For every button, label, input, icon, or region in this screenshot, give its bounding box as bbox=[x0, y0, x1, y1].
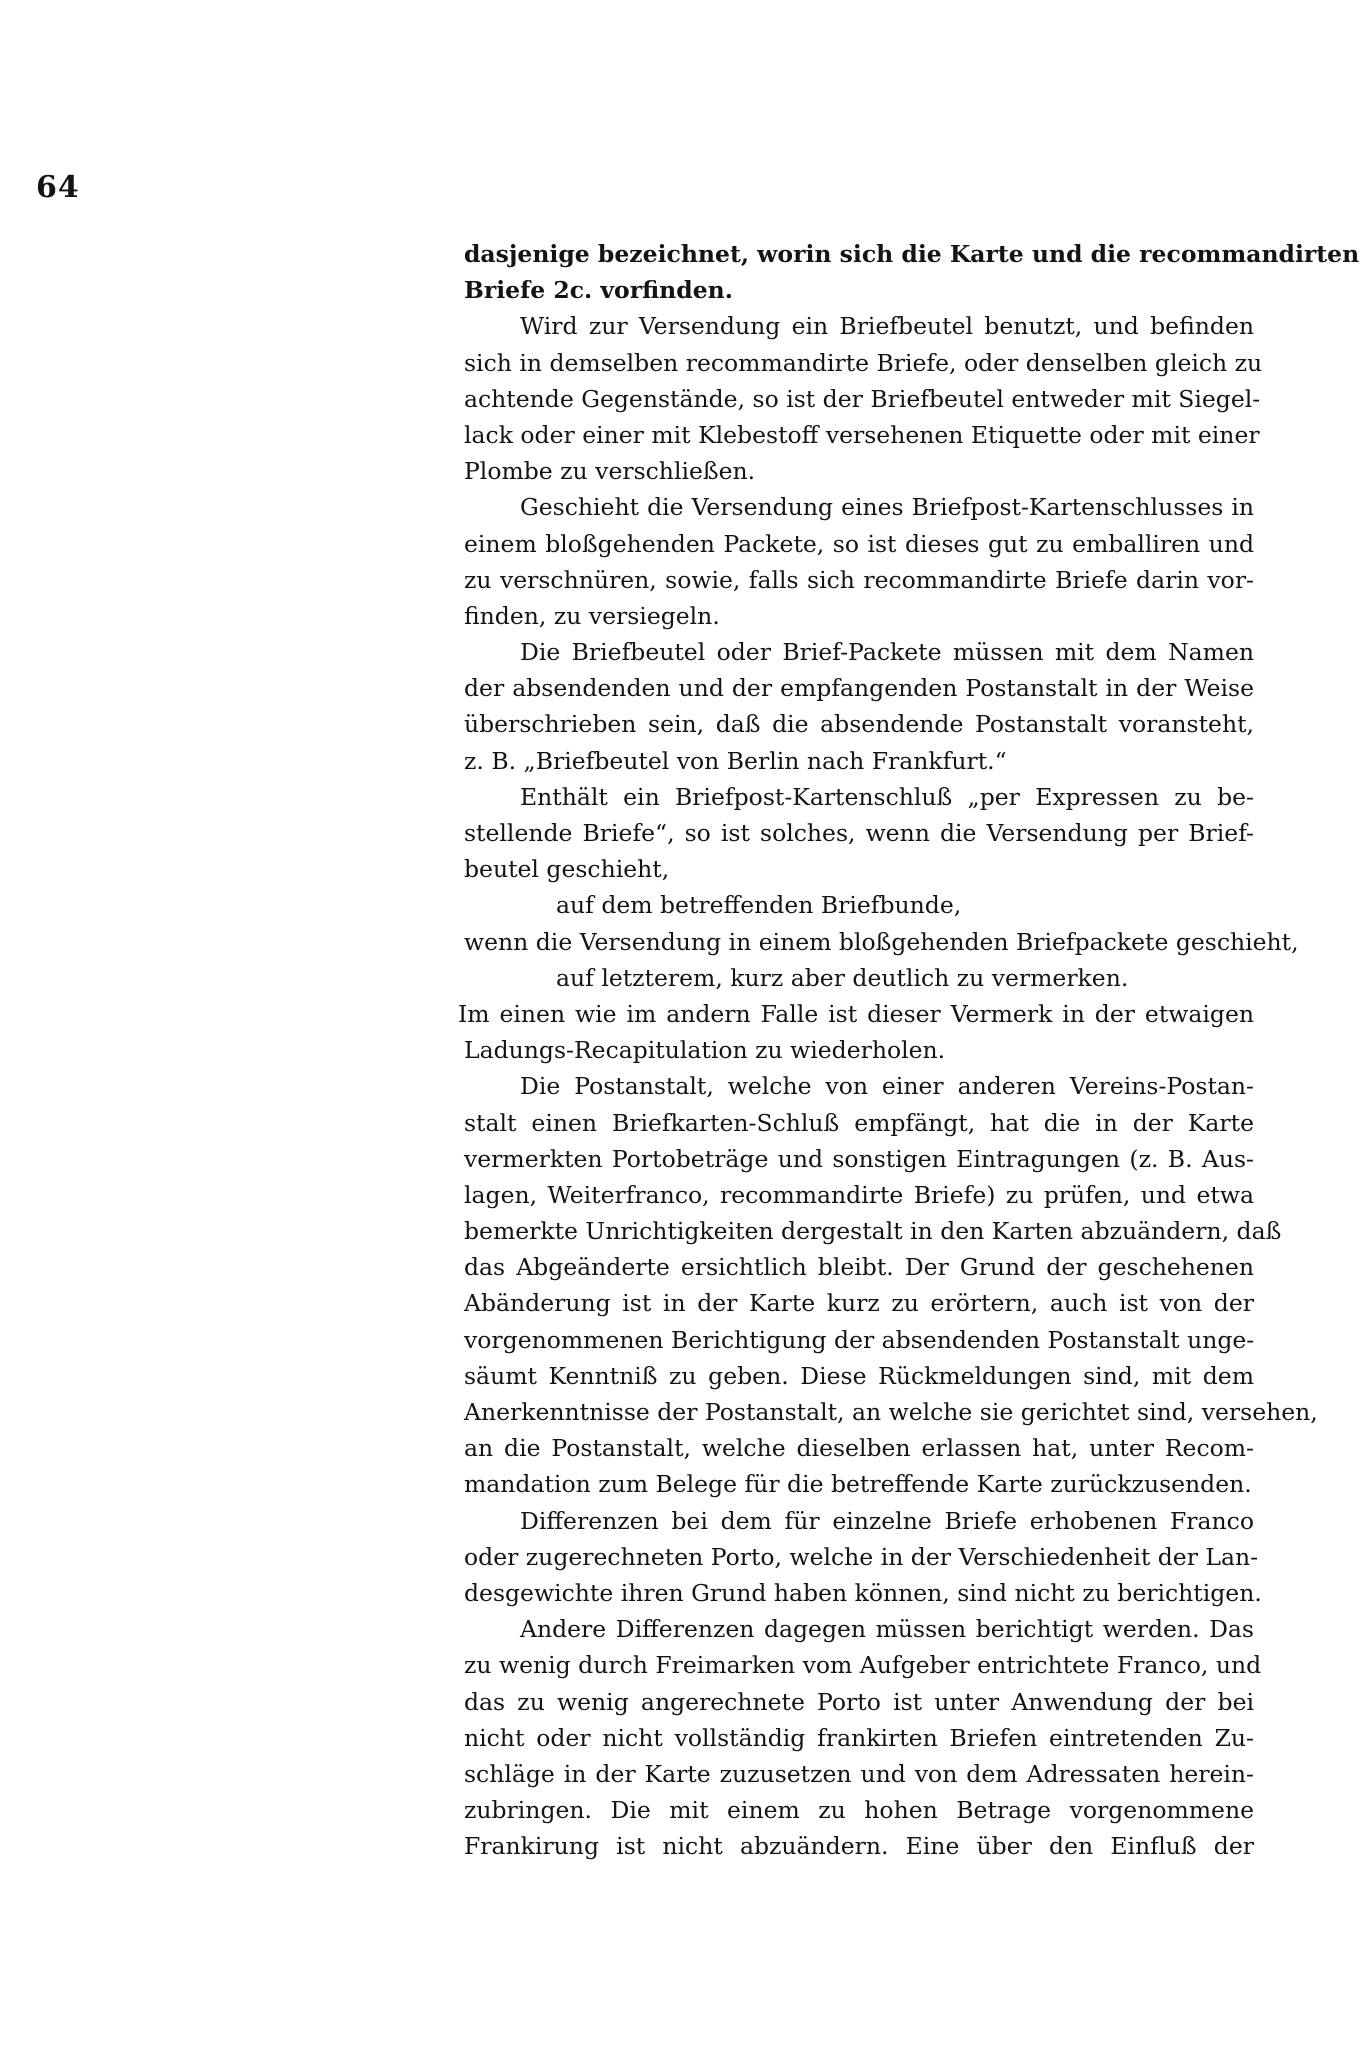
text-line: sich in demselben recommandirte Briefe, oder denselben gleich zu bbox=[464, 348, 1263, 377]
text-line: bemerkte Unrichtigkeiten dergestalt in den Karten abzuändern, daß bbox=[464, 1217, 1282, 1246]
text-line: wenn die Versendung in einem bloßgehenden Briefpackete geschieht, bbox=[464, 927, 1299, 956]
text-line: dasjenige bezeichnet, worin sich die Karte und die recommandirten bbox=[464, 240, 1360, 268]
text-line: Differenzen bei dem für einzelne Briefe erhobenen Franco bbox=[520, 1506, 1254, 1535]
text-line: Andere Differenzen dagegen müssen berichtigt werden. Das bbox=[520, 1615, 1254, 1644]
text-line: zu verschnüren, sowie, falls sich recommandirte Briefe darin vor- bbox=[464, 565, 1254, 594]
text-line: Enthält ein Briefpost-Kartenschluß „per Expressen zu be- bbox=[520, 782, 1254, 811]
text-line: vorgenommenen Berichtigung der absendenden Postanstalt unge- bbox=[464, 1325, 1255, 1354]
text-line: Die Briefbeutel oder Brief-Packete müssen mit dem Namen bbox=[520, 638, 1254, 667]
text-line: auf dem betreffenden Briefbunde, bbox=[556, 891, 962, 920]
text-line: überschrieben sein, daß die absendende Postanstalt voransteht, bbox=[464, 710, 1254, 739]
text-line: säumt Kenntniß zu geben. Diese Rückmeldungen sind, mit dem bbox=[464, 1361, 1254, 1390]
text-line: lack oder einer mit Klebestoff versehenen Etiquette oder mit einer bbox=[464, 420, 1260, 449]
text-line: Geschieht die Versendung eines Briefpost-Kartenschlusses in bbox=[520, 493, 1254, 522]
text-line: Plombe zu verschließen. bbox=[464, 457, 756, 486]
text-line: achtende Gegenstände, so ist der Briefbeutel entweder mit Siegel- bbox=[464, 384, 1261, 413]
text-line: Anerkenntnisse der Postanstalt, an welche sie gerichtet sind, versehen, bbox=[464, 1398, 1318, 1426]
text-line: Briefe 2c. vorfinden. bbox=[464, 276, 733, 305]
text-line: das zu wenig angerechnete Porto ist unter Anwendung der bei bbox=[464, 1687, 1254, 1716]
text-line: beutel geschieht, bbox=[464, 855, 670, 884]
text-line: stellende Briefe“, so ist solches, wenn die Versendung per Brief- bbox=[464, 819, 1254, 847]
text-line: lagen, Weiterfranco, recommandirte Briefe) zu prüfen, und etwa bbox=[464, 1180, 1254, 1209]
body-text bbox=[458, 236, 1360, 1864]
text-line: Ladungs-Recapitulation zu wiederholen. bbox=[464, 1036, 946, 1065]
text-line: auf letzterem, kurz aber deutlich zu vermerken. bbox=[556, 963, 1129, 992]
text-line: der absendenden und der empfangenden Postanstalt in der Weise bbox=[464, 674, 1254, 703]
text-line: desgewichte ihren Grund haben können, sind nicht zu berichtigen. bbox=[464, 1578, 1262, 1607]
text-line: nicht oder nicht vollständig frankirten Briefen eintretenden Zu- bbox=[464, 1723, 1254, 1752]
text-line: einem bloßgehenden Packete, so ist dieses gut zu emballiren und bbox=[464, 529, 1254, 558]
text-line: zu wenig durch Freimarken vom Aufgeber entrichtete Franco, und bbox=[464, 1651, 1262, 1680]
text-line: vermerkten Portobeträge und sonstigen Eintragungen (z. B. Aus- bbox=[464, 1144, 1254, 1173]
text-line: oder zugerechneten Porto, welche in der Verschiedenheit der Lan- bbox=[464, 1542, 1259, 1571]
text-line: Abänderung ist in der Karte kurz zu erörtern, auch ist von der bbox=[464, 1289, 1254, 1318]
text-line: zubringen. Die mit einem zu hohen Betrage vorgenommene bbox=[464, 1796, 1254, 1825]
text-line: das Abgeänderte ersichtlich bleibt. Der Grund der geschehenen bbox=[464, 1253, 1254, 1282]
text-line: finden, zu versiegeln. bbox=[464, 601, 720, 630]
text-line: an die Postanstalt, welche dieselben erlassen hat, unter Recom- bbox=[464, 1434, 1254, 1463]
text-line: Die Postanstalt, welche von einer anderen Vereins-Postan- bbox=[520, 1072, 1254, 1101]
text-line: schläge in der Karte zuzusetzen und von dem Adressaten herein- bbox=[464, 1759, 1254, 1788]
text-line: stalt einen Briefkarten-Schluß empfängt, hat die in der Karte bbox=[464, 1108, 1254, 1137]
text-line: mandation zum Belege für die betreffende Karte zurückzusenden. bbox=[464, 1470, 1252, 1499]
text-line: Im einen wie im andern Falle ist dieser Vermerk in der etwaigen bbox=[458, 999, 1254, 1028]
text-line: Frankirung ist nicht abzuändern. Eine über den Einfluß der bbox=[464, 1832, 1254, 1861]
text-line: Wird zur Versendung ein Briefbeutel benutzt, und befinden bbox=[520, 312, 1254, 341]
text-line: z. B. „Briefbeutel von Berlin nach Frankfurt.“ bbox=[464, 746, 1007, 775]
page-number: 64 bbox=[36, 170, 80, 205]
